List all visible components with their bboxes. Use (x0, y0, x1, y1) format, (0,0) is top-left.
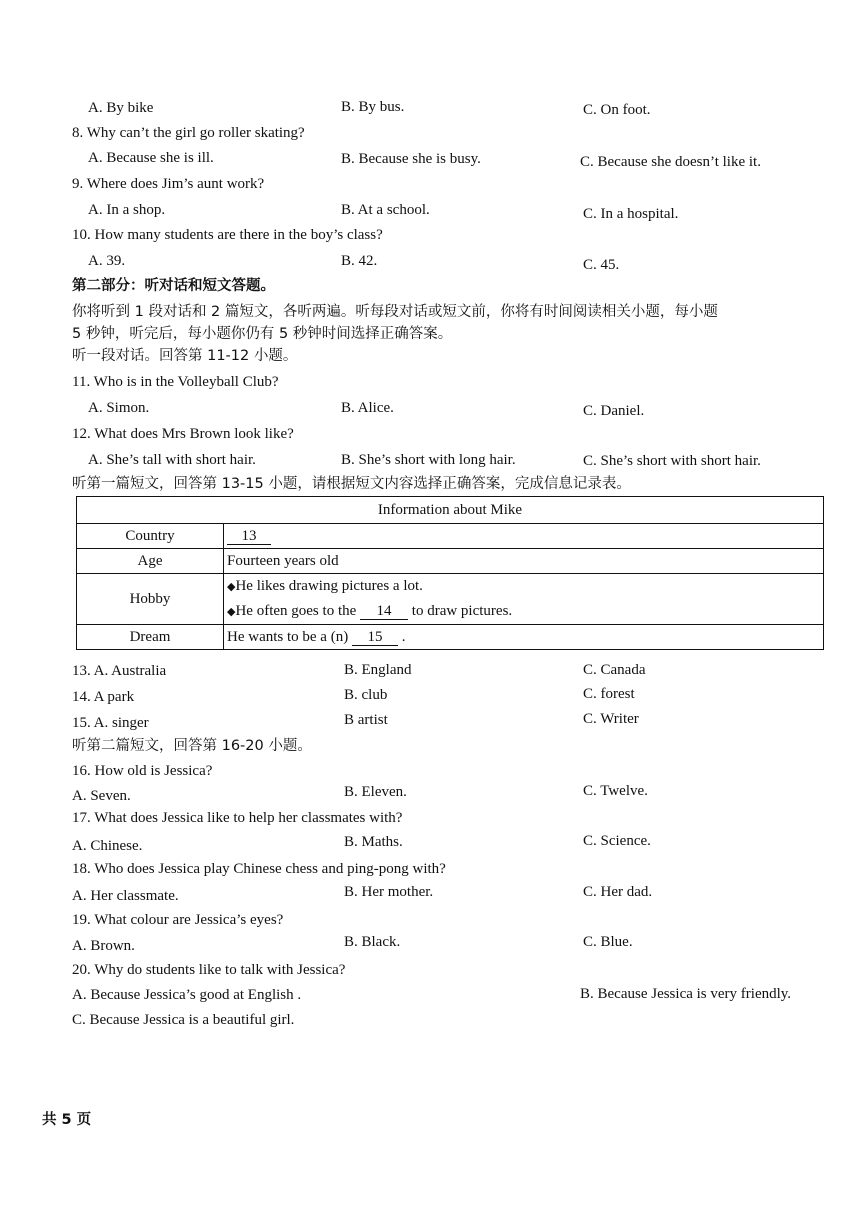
q9-option-b: B. At a school. (341, 202, 430, 218)
q13-option-b: B. England (344, 662, 412, 678)
q8-option-a: A. Because she is ill. (88, 150, 214, 166)
q19-option-c: C. Blue. (583, 934, 633, 950)
q11-option-c: C. Daniel. (583, 403, 645, 419)
blank-14: 14 (360, 603, 408, 620)
q19-option-b: B. Black. (344, 934, 401, 950)
country-label: Country (77, 524, 224, 549)
q10-option-c: C. 45. (583, 257, 620, 273)
q19-question: 19. What colour are Jessica’s eyes? (72, 912, 284, 928)
q16-option-c: C. Twelve. (583, 783, 648, 799)
q12-option-a: A. She’s tall with short hair. (88, 452, 256, 468)
dialogue-intro: 听一段对话。回答第 11-12 小题。 (72, 348, 298, 364)
page-footer: 共 5 页 (42, 1112, 92, 1128)
q10-option-b: B. 42. (341, 253, 378, 269)
q16-question: 16. How old is Jessica? (72, 763, 213, 779)
q15-option-b: B artist (344, 712, 388, 728)
q17-question: 17. What does Jessica like to help her classmates with? (72, 810, 403, 826)
q9-option-c: C. In a hospital. (583, 206, 679, 222)
q20-question: 20. Why do students like to talk with Jessica? (72, 962, 346, 978)
q11-option-b: B. Alice. (341, 400, 394, 416)
q13-option-a: 13. A. Australia (72, 663, 167, 679)
q15-option-a: 15. A. singer (72, 715, 149, 731)
q20-option-b: B. Because Jessica is very friendly. (580, 986, 792, 1002)
q19-option-a: A. Brown. (72, 938, 135, 954)
part2-instructions-line2: 5 秒钟，听完后，每小题你仍有 5 秒钟时间选择正确答案。 (72, 326, 453, 342)
q8-option-b: B. Because she is busy. (341, 151, 481, 167)
info-table (76, 496, 824, 650)
hobby-value (224, 574, 824, 625)
hobby-line2-post: to draw pictures. (411, 603, 513, 619)
q13-option-c: C. Canada (583, 662, 646, 678)
q10-option-a: A. 39. (88, 253, 126, 269)
q9-option-a: A. In a shop. (88, 202, 166, 218)
q17-option-a: A. Chinese. (72, 838, 143, 854)
q16-option-b: B. Eleven. (344, 784, 407, 800)
dream-value (224, 625, 824, 650)
q15-option-c: C. Writer (583, 711, 639, 727)
q17-option-b: B. Maths. (344, 834, 403, 850)
part2-heading: 第二部分：听对话和短文答题。 (72, 278, 275, 294)
q11-option-a: A. Simon. (88, 400, 150, 416)
q12-question: 12. What does Mrs Brown look like? (72, 426, 294, 442)
q8-option-c: C. Because she doesn’t like it. (580, 154, 761, 170)
q7-option-c: C. On foot. (583, 102, 651, 118)
dream-label: Dream (77, 625, 224, 650)
hobby-label: Hobby (77, 574, 224, 625)
age-label: Age (77, 549, 224, 574)
table-title: Information about Mike (77, 497, 824, 524)
passage2-intro: 听第二篇短文，回答第 16-20 小题。 (72, 738, 312, 754)
passage1-intro: 听第一篇短文，回答第 13-15 小题，请根据短文内容选择正确答案，完成信息记录表。 (72, 476, 631, 492)
q18-option-a: A. Her classmate. (72, 888, 179, 904)
hobby-line2-pre: He often goes to the (235, 603, 357, 619)
q7-option-a: A. By bike (88, 100, 154, 116)
q8-question: 8. Why can’t the girl go roller skating? (72, 125, 305, 141)
blank-15: 15 (352, 629, 398, 646)
blank-13: 13 (227, 528, 271, 545)
age-value: Fourteen years old (224, 549, 824, 574)
dream-post: . (401, 628, 406, 645)
q18-option-c: C. Her dad. (583, 884, 653, 900)
q11-question: 11. Who is in the Volleyball Club? (72, 374, 279, 390)
bullet-icon: ◆ (227, 581, 236, 593)
q17-option-c: C. Science. (583, 833, 651, 849)
q18-option-b: B. Her mother. (344, 884, 434, 900)
q12-option-b: B. She’s short with long hair. (341, 452, 516, 468)
q20-option-a: A. Because Jessica’s good at English . (72, 987, 302, 1003)
hobby-line1: He likes drawing pictures a lot. (235, 578, 423, 594)
q18-question: 18. Who does Jessica play Chinese chess and ping-pong with? (72, 861, 446, 877)
q14-option-a: 14. A park (72, 689, 135, 705)
country-value (224, 524, 824, 549)
q14-option-b: B. club (344, 687, 388, 703)
dream-pre: He wants to be a (n) (227, 628, 349, 645)
q9-question: 9. Where does Jim’s aunt work? (72, 176, 265, 192)
part2-instructions-line1: 你将听到 1 段对话和 2 篇短文，各听两遍。听每段对话或短文前，你将有时间阅读相关小题，每小题 (72, 304, 718, 320)
bullet-icon: ◆ (227, 606, 236, 618)
q7-option-b: B. By bus. (341, 99, 405, 115)
q14-option-c: C. forest (583, 686, 635, 702)
q10-question: 10. How many students are there in the boy’s class? (72, 227, 383, 243)
q20-option-c: C. Because Jessica is a beautiful girl. (72, 1012, 295, 1028)
q16-option-a: A. Seven. (72, 788, 131, 804)
q12-option-c: C. She’s short with short hair. (583, 453, 761, 469)
